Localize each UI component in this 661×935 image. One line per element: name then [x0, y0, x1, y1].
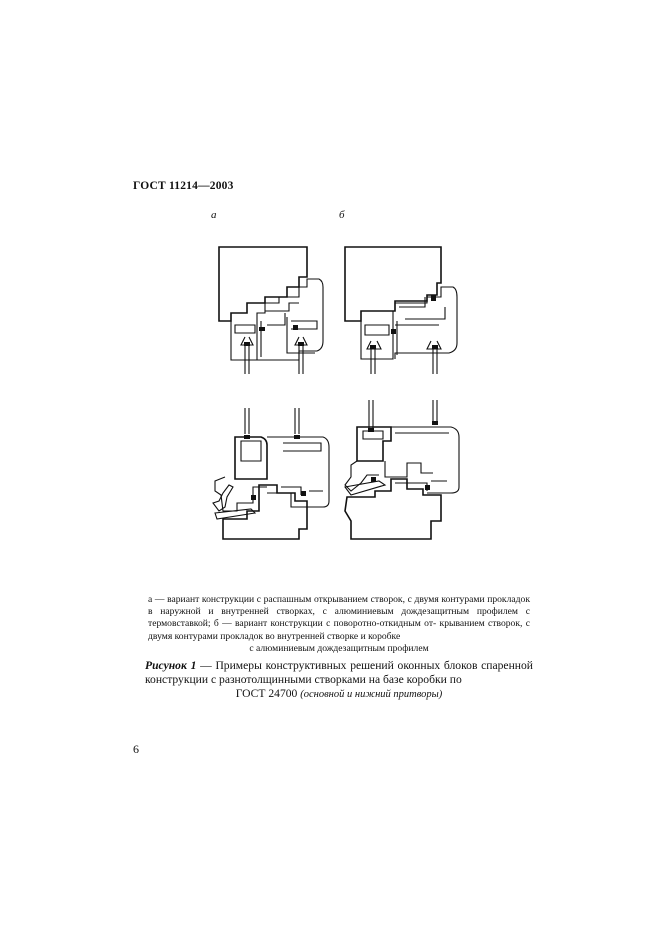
- drawing-a-bottom: [213, 408, 329, 539]
- figure-label-b: б: [339, 209, 345, 221]
- caption-note: (основной и нижний притворы): [300, 689, 443, 700]
- window-profile-drawings: [195, 225, 485, 560]
- caption-text: ГОСТ 24700: [235, 687, 301, 700]
- figure-legend: [148, 594, 530, 655]
- caption-text: конструкции с разнотолщинными створками на базе коробки по: [145, 673, 462, 686]
- legend-line: прокладок в наружной и внутренней створках, с алюминиевым дождезащитным: [148, 594, 530, 618]
- drawing-b-top: [345, 247, 457, 374]
- caption-text: — Примеры конструктивных решений оконных блоков спаренной: [196, 659, 533, 672]
- drawing-b-bottom: [345, 400, 459, 539]
- drawing-a-top: [219, 247, 323, 374]
- document-header: ГОСТ 11214—2003: [133, 180, 234, 192]
- legend-line: крыванием створок, с двумя контурами прокладок во внутренней створке и коробке: [148, 618, 530, 642]
- legend-line: а — вариант конструкции с распашным открыванием створок, с двумя контурами: [148, 594, 485, 605]
- caption-last-line: [145, 687, 533, 702]
- figure-caption: [145, 659, 533, 702]
- page-number: 6: [133, 742, 139, 756]
- legend-line: с алюминиевым дождезащитным профилем: [249, 642, 429, 654]
- caption-figure-number: Рисунок 1: [145, 659, 197, 672]
- figure-label-a: а: [211, 209, 217, 221]
- legend-line: профилем с термовставкой; б — вариант конструкции с поворотно-откидным от-: [148, 606, 530, 630]
